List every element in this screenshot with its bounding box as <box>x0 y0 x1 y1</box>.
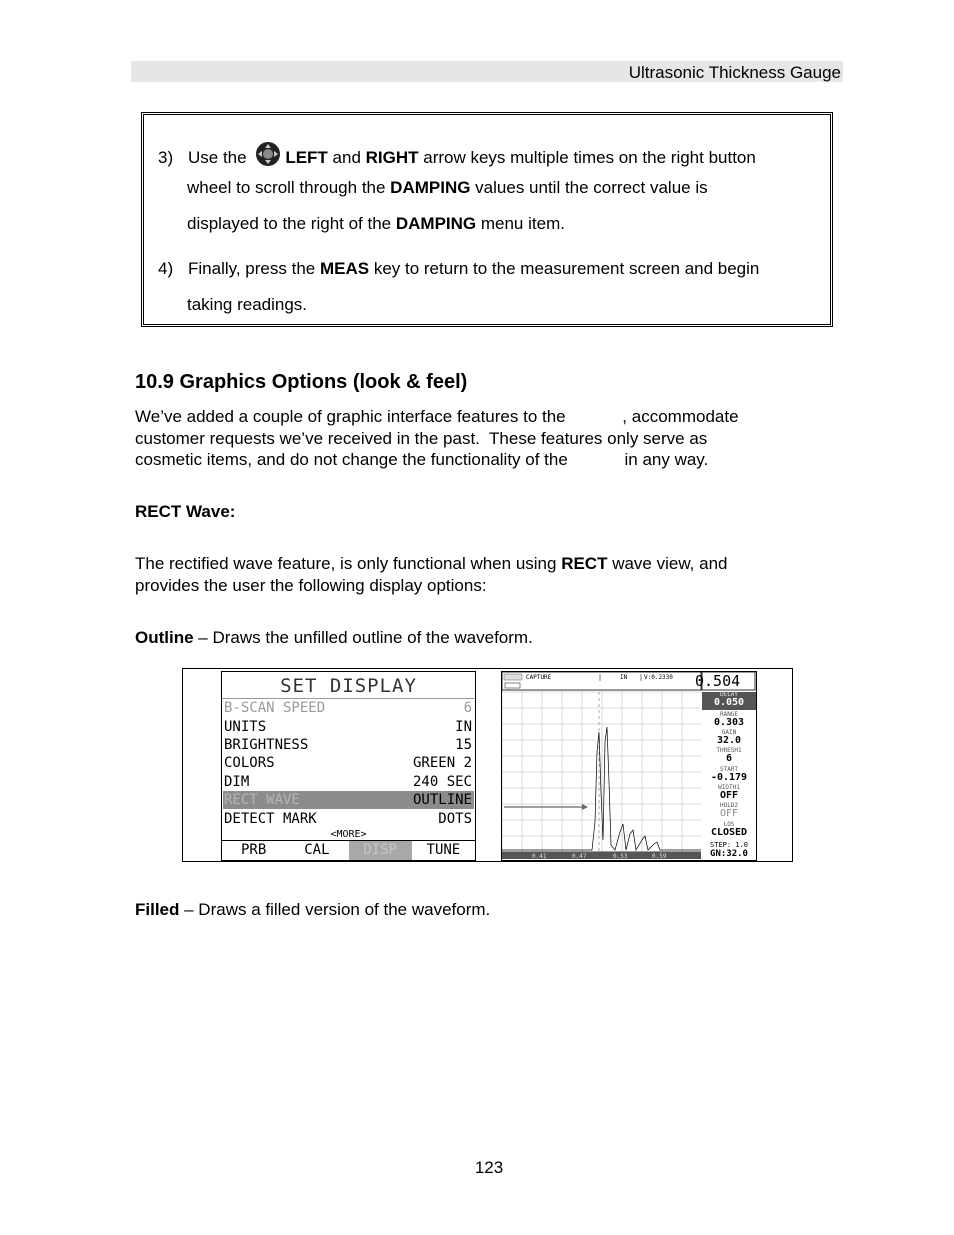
side-gain[interactable]: GAIN 32.0 <box>716 729 742 746</box>
tab-cal[interactable]: CAL <box>304 842 330 858</box>
menu-row-detect-mark[interactable]: DETECT MARK DOTS <box>224 811 472 827</box>
rect-paragraph: The rectified wave feature, is only functional when using RECT wave view, and provides the user the following display options: <box>135 554 728 595</box>
step-4-line-2: taking readings. <box>187 295 308 314</box>
tab-disp[interactable]: DISP <box>349 841 412 860</box>
filled-description: Filled – Draws a filled version of the waveform. <box>135 900 491 919</box>
section-heading: 10.9 Graphics Options (look & feel) <box>135 371 468 393</box>
arrow-keypad-icon <box>253 141 283 167</box>
menu-row-dim[interactable]: DIM 240 SEC <box>224 774 472 790</box>
tick-label-1: 0.41 <box>532 853 547 860</box>
side-range[interactable]: RANGE 0.303 <box>713 711 745 728</box>
set-display-menu <box>221 671 476 861</box>
step-4: 4) Finally, press the MEAS key to return to the measurement screen and begin <box>158 259 760 278</box>
side-los[interactable]: LOS CLOSED <box>710 821 748 838</box>
menu-row-bscan-speed[interactable]: B-SCAN SPEED 6 <box>224 700 472 716</box>
side-hold[interactable]: HOLD2 OFF <box>719 802 739 819</box>
menu-more-indicator[interactable]: <MORE> <box>330 829 367 840</box>
side-width[interactable]: WIDTH1 OFF <box>718 784 740 801</box>
intro-paragraph: We’ve added a couple of graphic interface features to the , accommodate customer requests we’ve received in the past. These features only serve as cosmetic items, and do not change the functionality of the in any way. <box>135 407 739 469</box>
side-start[interactable]: START -0.179 <box>710 766 748 783</box>
step-3: 3) Use the LEFT and RIGHT arrow keys multiple times on the right button <box>158 141 756 168</box>
menu-row-colors[interactable]: COLORS GREEN 2 <box>224 755 472 771</box>
units-label: IN <box>620 674 628 681</box>
tick-label-2: 0.47 <box>572 853 587 860</box>
thickness-reading: 0.504 <box>695 672 741 690</box>
step-readout: STEP: 1.0 <box>710 841 748 849</box>
tick-label-4: 0.59 <box>652 853 667 860</box>
rect-wave-subheading: RECT Wave: <box>135 502 236 521</box>
outline-description: Outline – Draws the unfilled outline of the waveform. <box>135 628 533 647</box>
freeze-icon <box>505 683 520 688</box>
gain-readout: GN:32.0 <box>710 849 748 859</box>
menu-tabs <box>222 840 475 860</box>
display-figure <box>182 668 793 862</box>
battery-icon <box>504 674 522 680</box>
side-thresh[interactable]: THRESH1 6 <box>716 747 742 764</box>
page-header <box>131 61 843 82</box>
menu-row-rect-wave[interactable]: RECT WAVE OUTLINE <box>224 792 472 808</box>
tick-label-3: 0.53 <box>613 853 628 860</box>
step-3-line-3: displayed to the right of the DAMPING menu item. <box>187 214 565 233</box>
velocity-label: V:0.2330 <box>644 674 673 681</box>
tab-tune[interactable]: TUNE <box>426 842 461 858</box>
capture-label: CAPTURE <box>526 674 552 681</box>
menu-row-units[interactable]: UNITS IN <box>224 719 472 735</box>
waveform-screen <box>501 671 757 861</box>
step-3-line-2: wheel to scroll through the DAMPING values until the correct value is <box>187 178 708 197</box>
header-title: Ultrasonic Thickness Gauge <box>628 63 841 82</box>
side-delay[interactable]: DELAY 0.050 <box>702 692 756 710</box>
menu-title: SET DISPLAY <box>222 672 475 699</box>
waveform-outline <box>502 727 701 850</box>
menu-row-brightness[interactable]: BRIGHTNESS 15 <box>224 737 472 753</box>
tab-prb[interactable]: PRB <box>240 842 267 858</box>
page-number: 123 <box>474 1158 504 1177</box>
instruction-box <box>141 112 833 327</box>
